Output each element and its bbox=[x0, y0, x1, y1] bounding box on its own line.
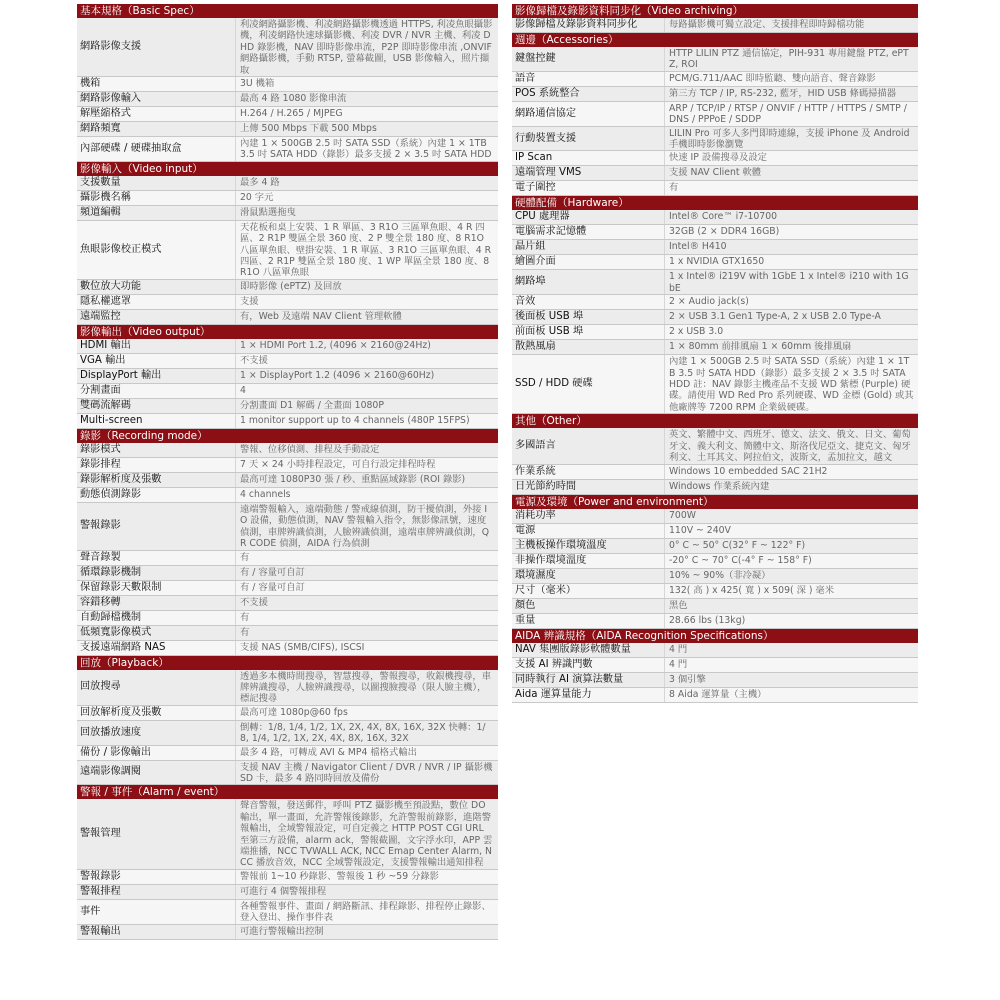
spec-value: 第三方 TCP / IP, RS-232, 藍牙，HID USB 條碼掃描器 bbox=[669, 87, 897, 99]
spec-row bbox=[77, 799, 498, 869]
spec-row bbox=[512, 524, 918, 539]
spec-value: 利凌網路攝影機、利凌網路攝影機透過 HTTPS, 利凌魚眼攝影機，利凌網路快速球攝影機、利凌 DVR / NVR 主機、利凌 DHD 錄影機，NAV 即時影像串流，P2P 即時影像串流 ,ONVIF 網路攝影機，手動 RTSP, 螢幕截圖，USB 影像輸入，照片擷取 bbox=[240, 19, 493, 76]
spec-section bbox=[512, 629, 918, 703]
spec-label: IP Scan bbox=[512, 151, 665, 165]
spec-value: 最高可達 1080P30 張 / 秒、重點區域錄影 (ROI 錄影) bbox=[240, 473, 466, 485]
spec-label: 分割畫面 bbox=[77, 384, 236, 398]
spec-label: 顏色 bbox=[512, 599, 665, 613]
spec-row bbox=[512, 166, 918, 181]
spec-row bbox=[77, 611, 498, 626]
spec-value: 110V ~ 240V bbox=[669, 524, 731, 536]
spec-row bbox=[77, 310, 498, 325]
spec-label: 影像歸檔及錄影資料同步化 bbox=[512, 18, 665, 32]
spec-label: 隱私權遮罩 bbox=[77, 295, 236, 309]
spec-label: 回放搜尋 bbox=[77, 670, 236, 705]
spec-value: 最多 4 路，可轉成 AVI & MP4 檔格式輸出 bbox=[240, 746, 417, 758]
spec-row bbox=[512, 688, 918, 703]
section-header: 錄影（Recording mode） bbox=[77, 429, 498, 443]
spec-label: 鍵盤控鍵 bbox=[512, 47, 665, 71]
spec-value: 132( 高 ) x 425( 寬 ) x 509( 深 ) 毫米 bbox=[669, 584, 834, 596]
spec-table bbox=[77, 176, 498, 325]
spec-row bbox=[512, 255, 918, 270]
spec-value: LILIN Pro 可多人多門即時連線，支援 iPhone 及 Android 手機即時影像瀏覽 bbox=[669, 127, 910, 151]
spec-label: 遠端管理 VMS bbox=[512, 166, 665, 180]
spec-label: 動態偵測錄影 bbox=[77, 488, 236, 502]
spec-row bbox=[77, 596, 498, 611]
spec-row bbox=[77, 443, 498, 458]
spec-label: 電腦需求記憶體 bbox=[512, 225, 665, 239]
spec-row bbox=[77, 18, 498, 77]
spec-label: 機箱 bbox=[77, 77, 236, 91]
spec-label: 環境濕度 bbox=[512, 569, 665, 583]
spec-row bbox=[77, 761, 498, 786]
spec-value: -20° C ~ 70° C(-4° F ~ 158° F) bbox=[669, 554, 812, 566]
spec-value: 有 / 容量可自訂 bbox=[240, 581, 305, 593]
spec-label: Aida 運算量能力 bbox=[512, 688, 665, 702]
spec-section bbox=[512, 196, 918, 414]
spec-row bbox=[512, 47, 918, 72]
spec-label: 電子圍控 bbox=[512, 181, 665, 195]
spec-row bbox=[512, 295, 918, 310]
spec-row bbox=[77, 458, 498, 473]
spec-row bbox=[512, 428, 918, 464]
spec-row bbox=[512, 643, 918, 658]
spec-value: 1 x Intel® i219V with 1GbE 1 x Intel® i210 with 1GbE bbox=[669, 271, 909, 294]
spec-row bbox=[77, 176, 498, 191]
spec-row bbox=[77, 551, 498, 566]
spec-label: 支援數量 bbox=[77, 176, 236, 190]
spec-value: 有，Web 及遠端 NAV Client 管理軟體 bbox=[240, 310, 402, 322]
spec-row bbox=[512, 240, 918, 255]
spec-value: 每路攝影機可獨立設定、支援排程即時歸檔功能 bbox=[669, 19, 865, 30]
spec-label: 錄影排程 bbox=[77, 458, 236, 472]
spec-row bbox=[512, 509, 918, 524]
spec-label: NAV 集團版錄影軟體數量 bbox=[512, 643, 665, 657]
spec-label: 非操作環境溫度 bbox=[512, 554, 665, 568]
spec-label: 錄影解析度及張數 bbox=[77, 473, 236, 487]
section-header: 週邊（Accessories） bbox=[512, 33, 918, 47]
spec-value: 聲音警報，發送郵件，呼叫 PTZ 攝影機至預設點，數位 DO 輸出，單一畫面，允許警報後錄影，允許警報前錄影，進階警報輸出，全域警報設定，可自定義之 HTTP POST CGI URL 至第三方設備，alarm ack，警報截圖，文字浮水印，APP 雲端推播，NCC TVWALL ACK, NCC Emap Center Alarm, NCC 播放音效，NCC 全域警報設定，支援警報輸出通知排程 bbox=[240, 800, 493, 869]
spec-label: 網路頻寬 bbox=[77, 122, 236, 136]
spec-section bbox=[512, 33, 918, 196]
spec-value: 有 / 容量可自訂 bbox=[240, 566, 305, 578]
spec-label: 語音 bbox=[512, 72, 665, 86]
spec-label: 回放解析度及張數 bbox=[77, 706, 236, 720]
spec-label: 警報錄影 bbox=[77, 503, 236, 550]
spec-label: 錄影模式 bbox=[77, 443, 236, 457]
spec-row bbox=[77, 488, 498, 503]
spec-row bbox=[512, 480, 918, 495]
spec-label: 日光節約時間 bbox=[512, 480, 665, 494]
spec-value: 警報前 1~10 秒錄影、警報後 1 秒 ~59 分錄影 bbox=[240, 870, 439, 882]
section-header: 回放（Playback） bbox=[77, 656, 498, 670]
spec-value: HTTP LILIN PTZ 通信協定，PIH-931 專用鍵盤 PTZ, ePTZ, ROI bbox=[669, 48, 909, 71]
spec-value: 32GB (2 × DDR4 16GB) bbox=[669, 226, 780, 238]
left-spec-column bbox=[77, 4, 498, 940]
spec-row bbox=[512, 102, 918, 127]
spec-value: 天花板和桌上安裝、1 R 單區、3 R1O 三區單魚眼、4 R 四區、2 R1P 雙區全景 360 度、2 P 雙全景 180 度、8 R1O 八區單魚眼、壁掛安裝、1 R 單區、3 R1O 三區單魚眼、4 R 四區、2 R1P 雙區全景 180 度、1 WP 單區全景 180 度、8 R1O 八區單魚眼 bbox=[240, 221, 492, 279]
spec-table bbox=[512, 509, 918, 629]
spec-row bbox=[512, 181, 918, 196]
spec-row bbox=[77, 369, 498, 384]
spec-label: 網路通信協定 bbox=[512, 102, 665, 126]
spec-label: 自動歸檔機制 bbox=[77, 611, 236, 625]
spec-label: 頻道編輯 bbox=[77, 206, 236, 220]
spec-row bbox=[77, 746, 498, 761]
spec-row bbox=[512, 270, 918, 295]
spec-value: 有 bbox=[669, 182, 679, 194]
spec-label: 繪圖介面 bbox=[512, 255, 665, 269]
spec-label: 低頻寬影像模式 bbox=[77, 626, 236, 640]
spec-value: 3U 機箱 bbox=[240, 78, 275, 90]
spec-value: PCM/G.711/AAC 即時監聽、雙向語音、聲音錄影 bbox=[669, 72, 876, 84]
spec-label: 攝影機名稱 bbox=[77, 191, 236, 205]
spec-value: 黑色 bbox=[669, 599, 688, 611]
spec-value: 快速 IP 設備搜尋及設定 bbox=[669, 152, 767, 164]
spec-value: 有 bbox=[240, 626, 250, 638]
spec-row bbox=[512, 310, 918, 325]
spec-label: 行動裝置支援 bbox=[512, 127, 665, 151]
spec-row bbox=[77, 473, 498, 488]
spec-value: ARP / TCP/IP / RTSP / ONVIF / HTTP / HTTPS / SMTP / DNS / PPPoE / SDDP bbox=[669, 102, 907, 126]
spec-row bbox=[512, 614, 918, 629]
spec-value: 不支援 bbox=[240, 596, 268, 608]
spec-label: 電源 bbox=[512, 524, 665, 538]
spec-section bbox=[77, 325, 498, 429]
section-header: AIDA 辨識規格（AIDA Recognition Specifications） bbox=[512, 629, 918, 643]
spec-value: 遠端警報輸入，遠端動態 / 警戒線偵測，防干擾偵測，外接 IO 設備，動態偵測，NAV 警報輸入指令，無影像訊號，速度偵測，車牌辨識偵測，人臉辨識偵測，遠端車牌辨識偵測，QR CODE 偵測，AIDA 行為偵測 bbox=[240, 503, 490, 550]
spec-value: 即時影像 (ePTZ) 及回放 bbox=[240, 280, 342, 292]
spec-label: Multi-screen bbox=[77, 414, 236, 428]
spec-label: 保留錄影天數限制 bbox=[77, 581, 236, 595]
spec-value: 20 字元 bbox=[240, 191, 274, 203]
spec-row bbox=[512, 554, 918, 569]
spec-section bbox=[77, 162, 498, 325]
spec-row bbox=[77, 503, 498, 551]
spec-row bbox=[77, 870, 498, 885]
spec-label: 多國語言 bbox=[512, 428, 665, 463]
spec-value: 警報、位移偵測、排程及手動設定 bbox=[240, 443, 380, 455]
spec-value: 4 channels bbox=[240, 488, 291, 500]
spec-label: 回放播放速度 bbox=[77, 721, 236, 745]
spec-row bbox=[512, 355, 918, 414]
spec-row bbox=[77, 706, 498, 721]
spec-table bbox=[512, 18, 918, 33]
spec-table bbox=[77, 670, 498, 786]
spec-row bbox=[77, 191, 498, 206]
spec-value: 倒轉：1/8, 1/4, 1/2, 1X, 2X, 4X, 8X, 16X, 32X 快轉：1/8, 1/4, 1/2, 1X, 2X, 4X, 8X, 16X, 32X bbox=[240, 721, 486, 745]
spec-label: 備份 / 影像輸出 bbox=[77, 746, 236, 760]
spec-table bbox=[512, 643, 918, 703]
spec-value: 7 天 × 24 小時排程設定，可自行設定排程時程 bbox=[240, 458, 436, 470]
spec-label: 散熱風扇 bbox=[512, 340, 665, 354]
spec-label: 網路影像支援 bbox=[77, 18, 236, 76]
spec-table bbox=[512, 428, 918, 494]
spec-label: 同時執行 AI 演算法數量 bbox=[512, 673, 665, 687]
spec-value: 有 bbox=[240, 611, 250, 623]
spec-value: H.264 / H.265 / MJPEG bbox=[240, 108, 343, 120]
spec-table bbox=[77, 18, 498, 162]
spec-row bbox=[77, 339, 498, 354]
spec-value: 1 × DisplayPort 1.2 (4096 × 2160@60Hz) bbox=[240, 369, 435, 381]
spec-value: Intel® H410 bbox=[669, 241, 727, 253]
spec-value: 最高可達 1080p@60 fps bbox=[240, 706, 348, 718]
spec-row bbox=[512, 87, 918, 102]
spec-label: 警報輸出 bbox=[77, 925, 236, 939]
spec-row bbox=[77, 414, 498, 429]
spec-row bbox=[512, 584, 918, 599]
spec-value: 3 個引擎 bbox=[669, 673, 706, 685]
spec-value: Windows 作業系統內建 bbox=[669, 480, 770, 492]
spec-value: 2 × USB 3.1 Gen1 Type-A, 2 x USB 2.0 Type-A bbox=[669, 311, 881, 323]
spec-label: 容錯移轉 bbox=[77, 596, 236, 610]
spec-row bbox=[77, 566, 498, 581]
spec-label: DisplayPort 輸出 bbox=[77, 369, 236, 383]
spec-label: 網路影像輸入 bbox=[77, 92, 236, 106]
spec-row bbox=[77, 280, 498, 295]
spec-value: Intel® Core™ i7-10700 bbox=[669, 211, 778, 223]
spec-row bbox=[77, 670, 498, 706]
spec-value: 4 bbox=[240, 384, 246, 396]
spec-label: 聲音錄製 bbox=[77, 551, 236, 565]
spec-value: 2 × Audio jack(s) bbox=[669, 296, 749, 308]
spec-section bbox=[77, 656, 498, 786]
section-header: 影像輸出（Video output） bbox=[77, 325, 498, 339]
spec-row bbox=[77, 206, 498, 221]
spec-row bbox=[77, 221, 498, 280]
spec-value: 分割畫面 D1 解碼 / 全畫面 1080P bbox=[240, 399, 384, 411]
spec-label: POS 系統整合 bbox=[512, 87, 665, 101]
spec-row bbox=[77, 885, 498, 900]
spec-value: 可進行 4 個警報排程 bbox=[240, 885, 327, 897]
spec-section bbox=[512, 414, 918, 494]
spec-value: 0° C ~ 50° C(32° F ~ 122° F) bbox=[669, 539, 806, 551]
spec-value: 最高 4 路 1080 影像串流 bbox=[240, 93, 347, 105]
spec-value: 4 門 bbox=[669, 658, 688, 670]
spec-value: 有 bbox=[240, 551, 250, 563]
right-spec-column bbox=[512, 4, 918, 703]
spec-row bbox=[77, 295, 498, 310]
spec-label: 內部硬碟 / 硬碟抽取盒 bbox=[77, 137, 236, 161]
spec-table bbox=[77, 443, 498, 656]
section-header: 警報 / 事件（Alarm / event） bbox=[77, 785, 498, 799]
spec-label: HDMI 輸出 bbox=[77, 339, 236, 353]
spec-value: 英文、繁體中文、西班牙、德文、法文、俄文、日文、葡萄牙文、義大利文、簡體中文、斯洛伐尼亞文、捷克文、匈牙利文、土耳其文、阿拉伯文，波斯文，孟加拉文，越文 bbox=[669, 429, 911, 464]
spec-value: 透過多本機時間搜尋，智慧搜尋，警報搜尋，收銀機搜尋，車牌辨識搜尋，人臉辨識搜尋，以圖搜臉搜尋（限人臉主機），標記搜尋 bbox=[240, 670, 492, 705]
spec-value: 1 x NVIDIA GTX1650 bbox=[669, 256, 765, 268]
spec-label: 魚眼影像校正模式 bbox=[77, 221, 236, 279]
spec-row bbox=[512, 225, 918, 240]
spec-label: 雙碼流解碼 bbox=[77, 399, 236, 413]
spec-label: 晶片組 bbox=[512, 240, 665, 254]
spec-row bbox=[77, 92, 498, 107]
spec-label: 數位放大功能 bbox=[77, 280, 236, 294]
spec-row bbox=[512, 340, 918, 355]
spec-row bbox=[512, 569, 918, 584]
spec-section bbox=[512, 495, 918, 629]
spec-label: VGA 輸出 bbox=[77, 354, 236, 368]
spec-label: 前面板 USB 埠 bbox=[512, 325, 665, 339]
spec-label: SSD / HDD 硬碟 bbox=[512, 355, 665, 413]
section-header: 影像歸檔及錄影資料同步化（Video archiving） bbox=[512, 4, 918, 18]
spec-label: 支援 AI 辨識門數 bbox=[512, 658, 665, 672]
spec-label: 警報錄影 bbox=[77, 870, 236, 884]
spec-label: 解壓縮格式 bbox=[77, 107, 236, 121]
spec-row bbox=[77, 137, 498, 162]
spec-row bbox=[77, 354, 498, 369]
spec-table bbox=[512, 210, 918, 414]
spec-row bbox=[512, 673, 918, 688]
spec-row bbox=[512, 539, 918, 554]
spec-label: 網路埠 bbox=[512, 270, 665, 294]
spec-value: 滑鼠點選拖曳 bbox=[240, 206, 296, 218]
spec-row bbox=[512, 325, 918, 340]
spec-label: 警報管理 bbox=[77, 799, 236, 868]
spec-value: 可進行警報輸出控制 bbox=[240, 925, 324, 937]
spec-label: 警報排程 bbox=[77, 885, 236, 899]
spec-value: 8 Aida 運算量（主機） bbox=[669, 688, 767, 700]
spec-label: 主機板操作環境溫度 bbox=[512, 539, 665, 553]
spec-value: 700W bbox=[669, 509, 696, 521]
spec-value: 內建 1 × 500GB 2.5 吋 SATA SSD（系統）內建 1 × 1TB 3.5 吋 SATA HDD（錄影）最多支援 2 × 3.5 吋 SATA HDD 註：NAV 錄影主機產品不支援 WD 紫標 (Purple) 硬碟。請使用 WD Red Pro 系列硬碟、WD 金標 (Gold) 或其他廠牌等 7200 RPM 企業級硬碟。 bbox=[669, 356, 914, 413]
spec-table bbox=[512, 47, 918, 196]
spec-label: 支援遠端網路 NAS bbox=[77, 641, 236, 655]
spec-table bbox=[77, 339, 498, 429]
spec-value: 2 x USB 3.0 bbox=[669, 326, 724, 338]
spec-row bbox=[77, 641, 498, 656]
spec-row bbox=[77, 384, 498, 399]
spec-value: 1 monitor support up to 4 channels (480P 15FPS) bbox=[240, 414, 470, 426]
spec-value: Windows 10 embedded SAC 21H2 bbox=[669, 465, 828, 477]
spec-table bbox=[77, 799, 498, 939]
spec-row bbox=[512, 658, 918, 673]
spec-row bbox=[512, 151, 918, 166]
spec-row bbox=[77, 626, 498, 641]
spec-row bbox=[77, 107, 498, 122]
spec-label: 事件 bbox=[77, 900, 236, 924]
spec-value: 支援 NAV Client 軟體 bbox=[669, 167, 762, 179]
spec-value: 最多 4 路 bbox=[240, 176, 280, 188]
spec-label: 遠端影像調閱 bbox=[77, 761, 236, 785]
spec-label: 尺寸（毫米） bbox=[512, 584, 665, 598]
spec-row bbox=[77, 581, 498, 596]
spec-row bbox=[512, 18, 918, 33]
spec-row bbox=[512, 465, 918, 480]
spec-row bbox=[512, 599, 918, 614]
spec-value: 1 × HDMI Port 1.2, (4096 × 2160@24Hz) bbox=[240, 339, 431, 351]
spec-row bbox=[77, 721, 498, 746]
spec-section bbox=[77, 785, 498, 939]
spec-label: 消耗功率 bbox=[512, 509, 665, 523]
spec-row bbox=[512, 210, 918, 225]
spec-value: 28.66 lbs (13kg) bbox=[669, 614, 746, 626]
spec-label: 循環錄影機制 bbox=[77, 566, 236, 580]
spec-row bbox=[77, 122, 498, 137]
spec-value: 支援 NAS (SMB/CIFS), ISCSI bbox=[240, 641, 365, 653]
spec-label: 音效 bbox=[512, 295, 665, 309]
section-header: 硬體配備（Hardware） bbox=[512, 196, 918, 210]
section-header: 電源及環境（Power and environment） bbox=[512, 495, 918, 509]
spec-row bbox=[77, 925, 498, 940]
spec-value: 4 門 bbox=[669, 643, 688, 655]
spec-label: CPU 處理器 bbox=[512, 210, 665, 224]
section-header: 其他（Other） bbox=[512, 414, 918, 428]
spec-label: 重量 bbox=[512, 614, 665, 628]
spec-label: 作業系統 bbox=[512, 465, 665, 479]
spec-value: 不支援 bbox=[240, 354, 268, 366]
spec-row bbox=[77, 399, 498, 414]
spec-row bbox=[77, 900, 498, 925]
spec-row bbox=[512, 72, 918, 87]
spec-row bbox=[512, 127, 918, 152]
spec-value: 10% ~ 90%（非冷凝） bbox=[669, 569, 771, 581]
spec-row bbox=[77, 77, 498, 92]
spec-value: 支援 NAV 主機 / Navigator Client / DVR / NVR / IP 攝影機 SD 卡，最多 4 路同時回放及備份 bbox=[240, 761, 493, 784]
spec-value: 上傳 500 Mbps 下載 500 Mbps bbox=[240, 123, 377, 135]
section-header: 影像輸入（Video input） bbox=[77, 162, 498, 176]
spec-value: 內建 1 × 500GB 2.5 吋 SATA SSD（系統）內建 1 × 1TB 3.5 吋 SATA HDD（錄影）最多支援 2 × 3.5 吋 SATA HDD bbox=[240, 138, 492, 161]
spec-value: 1 × 80mm 前排風扇 1 × 60mm 後排風扇 bbox=[669, 341, 852, 353]
spec-value: 支援 bbox=[240, 295, 259, 307]
spec-section bbox=[512, 4, 918, 33]
spec-value: 各種警報事件、畫面 / 網路斷訊、排程錄影、排程停止錄影、登入登出、操作事件表 bbox=[240, 900, 491, 924]
spec-section bbox=[77, 4, 498, 162]
spec-section bbox=[77, 429, 498, 656]
spec-label: 後面板 USB 埠 bbox=[512, 310, 665, 324]
section-header: 基本規格（Basic Spec） bbox=[77, 4, 498, 18]
spec-label: 遠端監控 bbox=[77, 310, 236, 324]
